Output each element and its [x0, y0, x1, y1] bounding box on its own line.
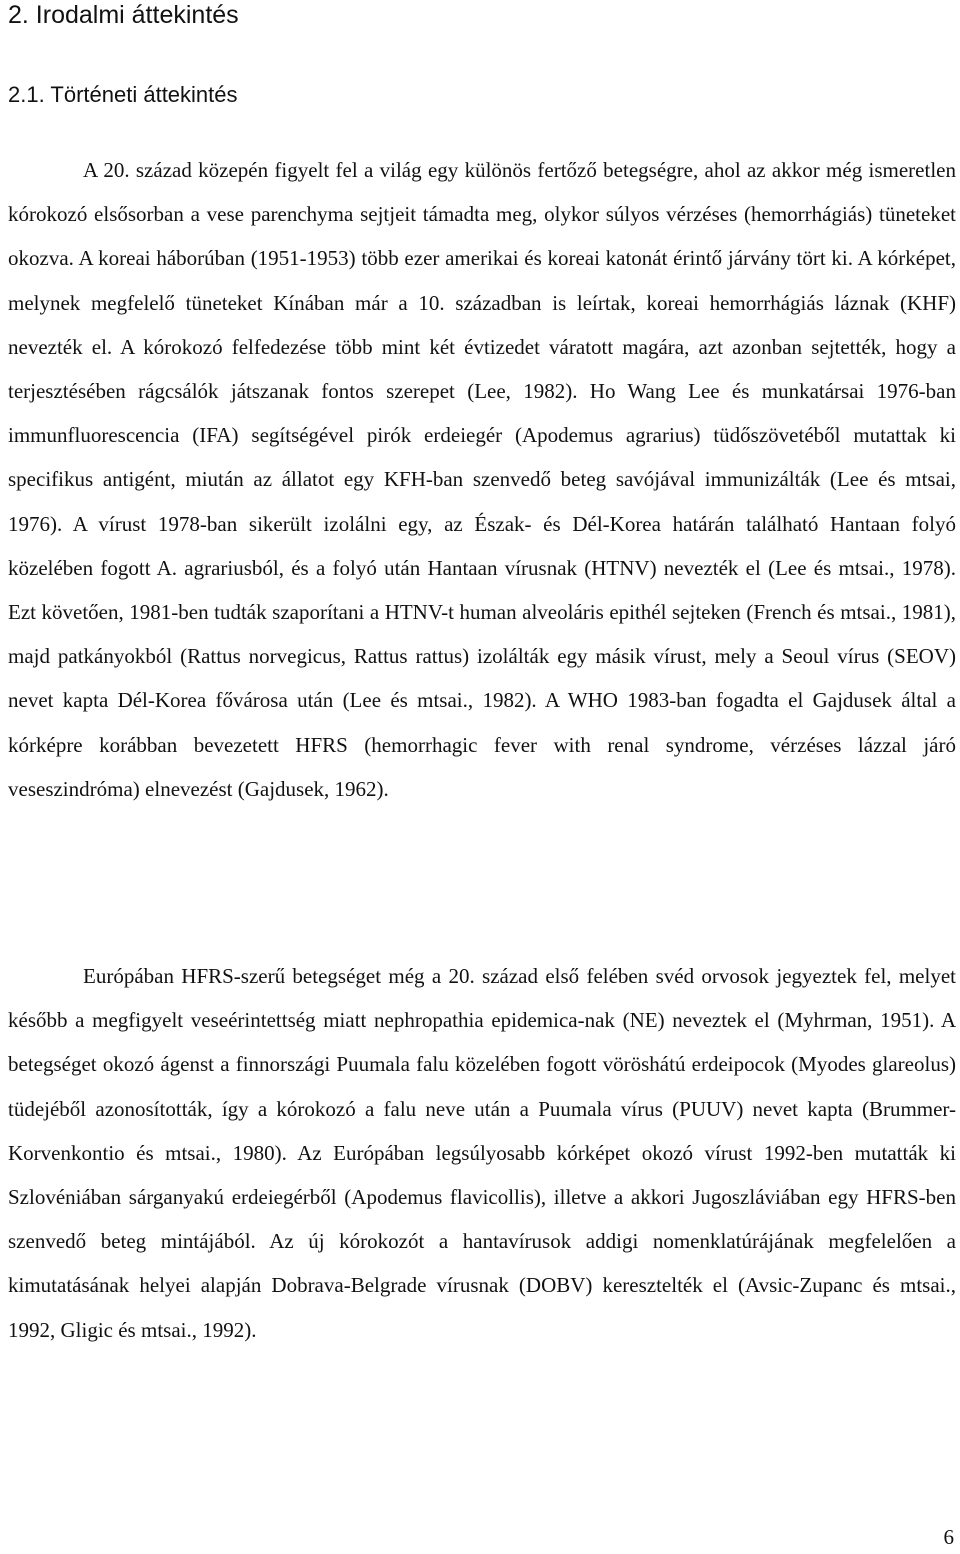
chapter-heading: 2. Irodalmi áttekintés [8, 1, 239, 29]
section-heading: 2.1. Történeti áttekintés [8, 82, 238, 107]
paragraph: A 20. század közepén figyelt fel a világ egy különös fertőző betegségre, ahol az akkor még ismeretlen kórokozó elsősorban a vese parenchyma sejtjeit támadta meg, olykor súlyos vérzéses (hemorrhágiás) tüneteket okozva. A koreai háborúban (1951-1953) több ezer amerikai és koreai katonát érintő járvány tört ki. A kórképet, melynek megfelelő tüneteket Kínában már a 10. században is leírtak, koreai hemorrhágiás láznak (KHF) nevezték el. A kórokozó felfedezése több mint két évtizedet váratott magára, azt azonban sejtették, hogy a terjesztésében rágcsálók játszanak fontos szerepet (Lee, 1982). Ho Wang Lee és munkatársai 1976-ban immunfluorescencia (IFA) segítségével pirók erdeiegér (Apodemus agrarius) tüdőszövetéből mutattak ki specifikus antigént, miután az állatot egy KFH-ban szenvedő beteg savójával immunizálták (Lee és mtsai, 1976). A vírust 1978-ban sikerült izolálni egy, az Észak- és Dél-Korea határán található Hantaan folyó közelében fogott A. agrariusból, és a folyó után Hantaan vírusnak (HTNV) nevezték el (Lee és mtsai., 1978). Ezt követően, 1981-ben tudták szaporítani a HTNV-t human alveoláris epithél sejteken (French és mtsai., 1981), majd patkányokból (Rattus norvegicus, Rattus rattus) izolálták egy másik vírust, mely a Seoul vírus (SEOV) nevet kapta Dél-Korea fővárosa után (Lee és mtsai., 1982). A WHO 1983-ban fogadta el Gajdusek által a kórképre korábban bevezetett HFRS (hemorrhagic fever with renal syndrome, vérzéses lázzal járó veseszindróma) elnevezést (Gajdusek, 1962). [8, 158, 956, 801]
paragraph: Európában HFRS-szerű betegséget még a 20. század első felében svéd orvosok jegyeztek fel, melyet később a megfigyelt veseérintettség miatt nephropathia epidemica-nak (NE) neveztek el (Myhrman, 1951). A betegséget okozó ágenst a finnországi Puumala falu közelében fogott vöröshátú erdeipocok (Myodes glareolus) tüdejéből azonosították, így a kórokozó a falu neve után a Puumala vírus (PUUV) nevet kapta (Brummer-Korvenkontio és mtsai., 1980). Az Európában legsúlyosabb kórképet okozó vírust 1992-ben mutatták ki Szlovéniában sárganyakú erdeiegérből (Apodemus flavicollis), illetve a akkori Jugoszláviában egy HFRS-ben szenvedő beteg mintájából. Az új kórokozót a hantavírusok addigi nomenklatúrájának megfelelően a kimutatásának helyei alapján Dobrava-Belgrade vírusnak (DOBV) keresztelték el (Avsic-Zupanc és mtsai., 1992, Gligic és mtsai., 1992). [8, 964, 956, 1342]
page-number: 6 [943, 1525, 954, 1549]
